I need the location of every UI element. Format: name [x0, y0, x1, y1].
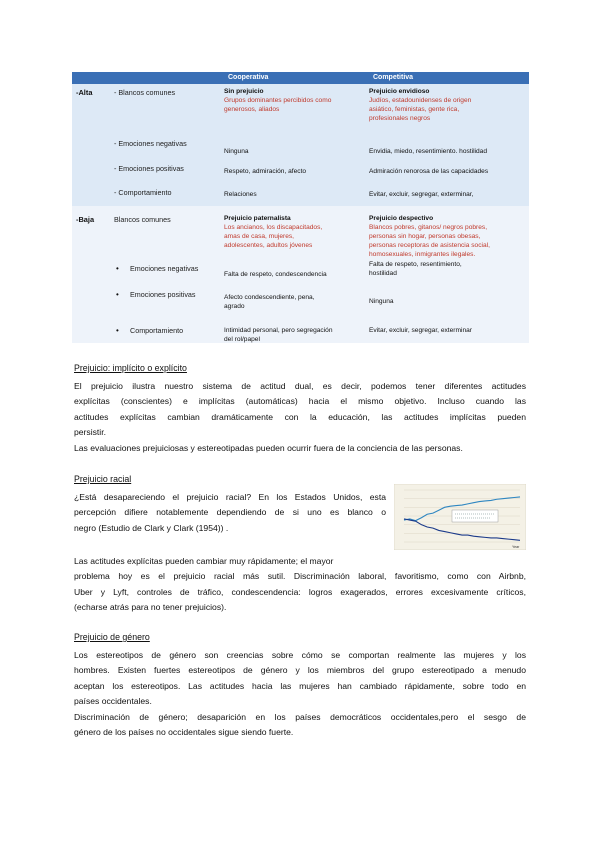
paragraph-line: Los estereotipos de género son creencias sobre cómo se comportan realmente las mujeres y los — [74, 650, 526, 660]
paragraph-line: explícitas (conscientes) e implícitas (automáticas) hacia el mismo objetivo. Incluso cuando las — [74, 396, 526, 407]
paragraph-line: hombres. Existen fuertes estereotipos de género y los miembros del grupo estereotipado a menudo — [74, 665, 526, 676]
prejudice-table — [72, 72, 529, 343]
baja-emo-pos: Emociones positivas — [130, 290, 196, 299]
paragraph-line: Las actitudes explícitas pueden cambiar muy rápidamente; el mayor — [74, 556, 334, 566]
alta-coop-title: Sin prejuicio — [224, 88, 264, 95]
row-label-baja: -Baja — [76, 215, 95, 224]
section-title-racial: Prejuicio racial — [74, 474, 132, 484]
baja-emo-neg: Emociones negativas — [130, 264, 199, 273]
baja-comp-groups-3: personas receptoras de asistencia social, — [369, 242, 490, 249]
paragraph-line: Uber y Lyft, controles de tráfico, condescendencia: logros exagerados, errores excesivamente críticos, — [74, 586, 526, 597]
paragraph-line: (echarse atrás para no tener prejuicios). — [74, 602, 227, 613]
paragraph-line: percepción difiere notablemente dependiendo de si uno es blanco o — [74, 507, 386, 518]
row-label-alta: -Alta — [76, 88, 93, 97]
paragraph-line: países occidentales. — [74, 696, 152, 707]
racial-attitudes-chart — [394, 484, 526, 550]
alta-comp-groups-3: profesionales negros — [369, 115, 431, 122]
baja-comp-groups-4: homosexuales, inmigrantes ilegales. — [369, 251, 476, 258]
baja-comp-neg-2: hostilidad — [369, 270, 397, 277]
paragraph-line: ¿Está desapareciendo el prejuicio racial? En los Estados Unidos, esta — [74, 492, 386, 502]
paragraph-line: negro (Estudio de Clark y Clark (1954)) . — [74, 522, 229, 533]
section-title-implicito: Prejuicio: implícito o explícito — [74, 363, 187, 373]
bullet-2: • — [116, 290, 119, 299]
bullet-3: • — [116, 326, 119, 335]
baja-comportamiento: Comportamiento — [130, 326, 184, 335]
baja-comp-neg-1: Falta de respeto, resentimiento, — [369, 261, 462, 268]
chart-xlabel: Year — [512, 545, 520, 549]
paragraph-line: género de los países no occidentales sigue siendo fuerte. — [74, 727, 294, 738]
header-competitiva: Competitiva — [369, 72, 529, 84]
alta-emo-pos: - Emociones positivas — [114, 164, 184, 173]
section-title-genero: Prejuicio de género — [74, 632, 150, 642]
baja-coop-groups-2: amas de casa, mujeres, — [224, 233, 294, 240]
alta-comp-groups-2: asiático, feministas, gente rica, — [369, 106, 460, 113]
section-implicito-body — [74, 379, 526, 456]
alta-comp-pos: Admiración renorosa de las capacidades — [369, 168, 489, 175]
alta-blancos: - Blancos comunes — [114, 88, 176, 97]
baja-comp-title: Prejuicio despectivo — [369, 215, 434, 222]
alta-comp-comp: Evitar, excluir, segregar, exterminar, — [369, 191, 474, 198]
baja-coop-pos-2: agrado — [224, 303, 245, 310]
alta-comportamiento: - Comportamiento — [114, 188, 172, 197]
alta-coop-neg: Ninguna — [224, 148, 249, 155]
paragraph-line: El prejuicio ilustra nuestro sistema de actitud dual, es decir, podemos tener diferentes actitudes — [74, 381, 526, 391]
chart-annotation-box — [452, 510, 498, 522]
baja-blancos: Blancos comunes — [114, 215, 171, 224]
alta-coop-groups-1: Grupos dominantes percibidos como — [224, 97, 332, 104]
alta-coop-comp: Relaciones — [224, 191, 257, 198]
alta-coop-groups-2: generosos, aliados — [224, 106, 280, 113]
alta-comp-title: Prejuicio envidioso — [369, 88, 430, 95]
alta-coop-pos: Respeto, admiración, afecto — [224, 168, 307, 175]
baja-comp-groups-2: personas sin hogar, personas obesas, — [369, 233, 481, 240]
paragraph-line: aceptan los estereotipos. Las actitudes hacia las mujeres han cambiado rápidamente, sobre todo en — [74, 680, 526, 691]
section-racial-body-a — [74, 490, 386, 536]
section-genero-body — [74, 648, 526, 740]
paragraph-line: Discriminación de género; desaparición en los países democráticos occidentales,pero el sesgo de — [74, 711, 526, 722]
alta-comp-neg: Envidia, miedo, resentimiento. hostilidad — [369, 148, 488, 155]
paragraph-line: Las evaluaciones prejuiciosas y estereotipadas pueden ocurrir fuera de la conciencia de las personas. — [74, 442, 463, 453]
baja-coop-groups-3: adolescentes, adultos jóvenes — [224, 242, 313, 249]
baja-coop-comp-2: del rol/papel — [224, 336, 260, 343]
baja-comp-groups-1: Blancos pobres, gitanos/ negros pobres, — [369, 224, 488, 231]
baja-coop-neg: Falta de respeto, condescendencia — [224, 271, 327, 278]
section-racial-body-b — [74, 554, 526, 616]
paragraph-line: persistir. — [74, 427, 106, 438]
baja-coop-comp-1: Intimidad personal, pero segregación — [224, 327, 333, 334]
alta-emo-neg: - Emociones negativas — [114, 139, 187, 148]
baja-coop-groups-1: Los ancianos, los discapacitados, — [224, 224, 323, 231]
alta-comp-groups-1: Judíos, estadounidenses de origen — [369, 97, 472, 104]
bullet-1: • — [116, 264, 119, 273]
paragraph-line: actitudes explícitas cambian dramáticamente con la educación, las actitudes implícitas pueden — [74, 411, 526, 422]
paragraph-line: problema hoy es el prejuicio racial más sutil. Discriminación laboral, favoritismo, como con Airbnb, — [74, 571, 526, 582]
baja-coop-pos-1: Afecto condescendiente, pena, — [224, 294, 315, 301]
baja-comp-comp: Evitar, excluir, segregar, exterminar — [369, 327, 472, 334]
baja-coop-title: Prejuicio paternalista — [224, 215, 291, 222]
baja-comp-pos: Ninguna — [369, 298, 394, 305]
header-cooperativa: Cooperativa — [224, 72, 370, 84]
